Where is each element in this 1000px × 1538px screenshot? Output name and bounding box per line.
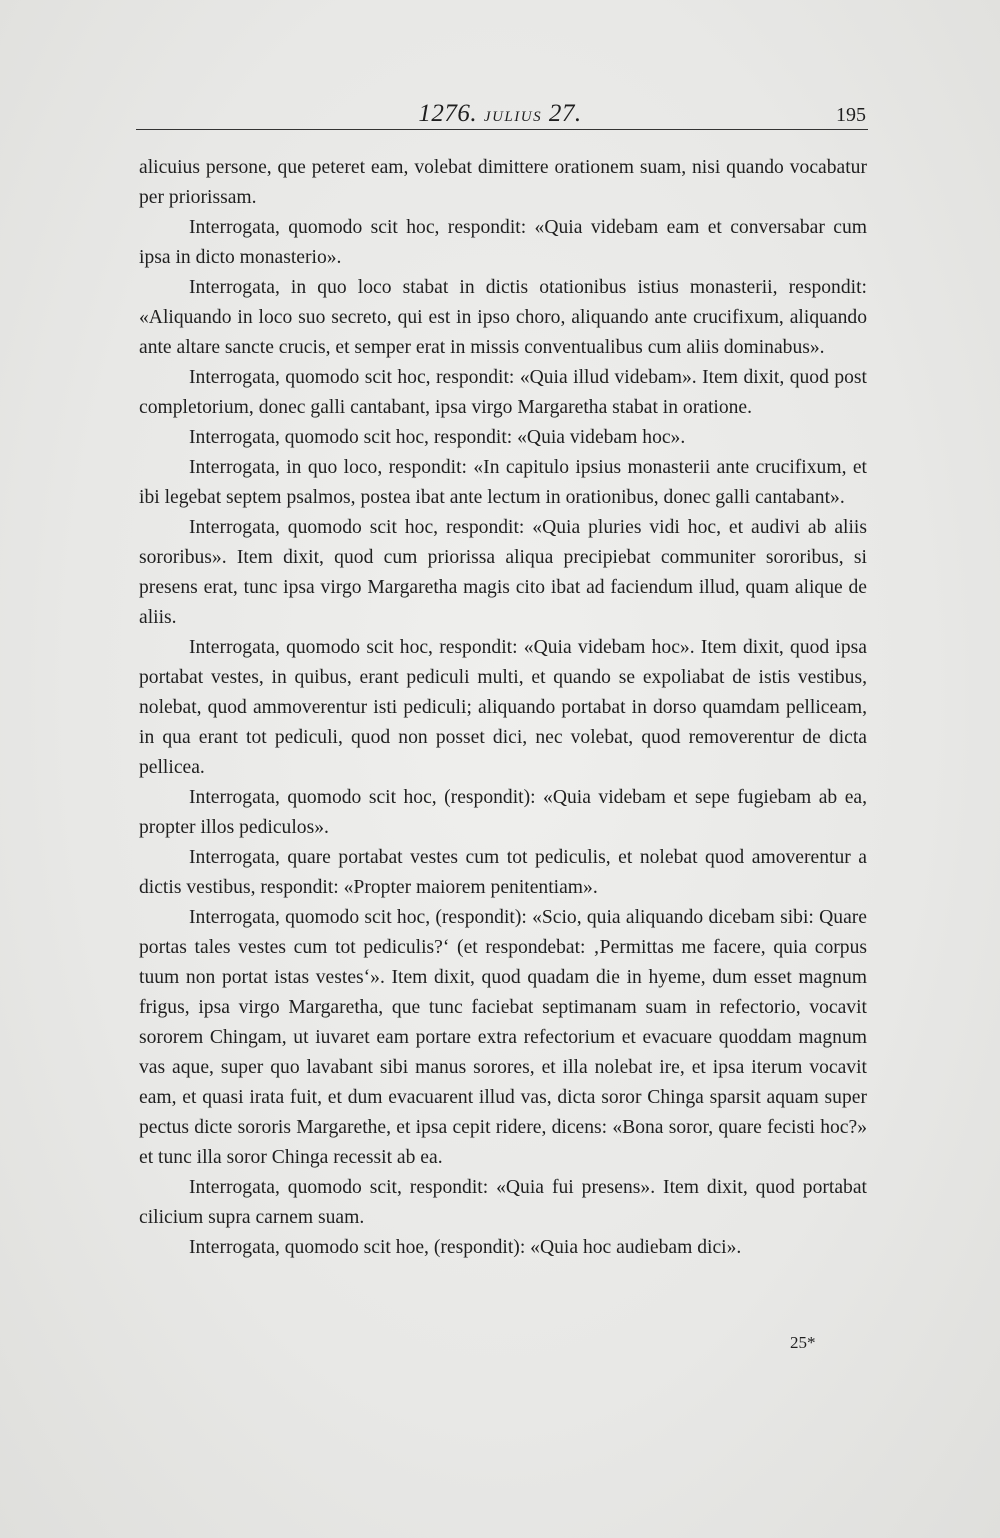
paragraph: Interrogata, quomodo scit hoc, respondit: «Quia videbam hoc». — [189, 427, 686, 448]
running-head — [136, 100, 864, 132]
paragraph: Interrogata, quomodo scit, respondit: «Quia fui presens». Item dixit, quod portabat cilicium supra carnem suam. — [139, 1177, 867, 1228]
header-day: 27. — [548, 100, 582, 127]
paragraph: Interrogata, quomodo scit hoc, respondit: «Quia illud videbam». Item dixit, quod post completorium, donec galli cantabant, ipsa virgo Margaretha stabat in oratione. — [139, 367, 867, 418]
paragraph: Interrogata, in quo loco, respondit: «In capitulo ipsius monasterii ante crucifixum, et ibi legebat septem psalmos, postea ibat ante lectum in orationibus, donec galli cantabant». — [139, 457, 867, 508]
paragraph: alicuius persone, que peteret eam, volebat dimittere orationem suam, nisi quando vocabatur per priorissam. — [139, 157, 867, 208]
page-number: 195 — [836, 104, 866, 126]
paragraph: Interrogata, quomodo scit hoe, (respondit): «Quia hoc audiebam dici». — [189, 1237, 742, 1258]
paragraph: Interrogata, quomodo scit hoc, (respondit): «Quia videbam et sepe fugiebam ab ea, propter illos pediculos». — [139, 787, 867, 838]
paragraph: Interrogata, quomodo scit hoc, respondit: «Quia videbam hoc». Item dixit, quod ipsa portabat vestes, in quibus, erant pediculi multi, et quando se expoliabat de istis vestibus, nolebat, quod ammoverentur isti pediculi; aliquando portabat in dorso quamdam pelliceam, in qua erant tot pediculi, quod non posset dici, nec volebat, quod removerentur de dicta pellicea. — [139, 637, 867, 778]
header-year: 1276. — [418, 100, 478, 127]
paragraph: Interrogata, quomodo scit hoc, (respondit): «Scio, quia aliquando dicebam sibi: Quare portas tales vestes cum tot pediculis?‘ (et respondebat: ‚Permittas me facere, quia corpus tuum non portat istas vestes‘». Item dixit, quod quadam die in hyeme, dum esset magnum frigus, ipsa virgo Margaretha, que tunc faciebat septimanam suam in refectorio, vocavit sororem Chingam, ut iuvaret eam portare extra refectorium et evacuare quoddam magnum vas aque, super quo lavabant sibi manus sorores, et illa nolebat ire, et ipsa iterum vocavit eam, et quasi irata fuit, et dum evacuarent illud vas, dicta soror Chinga sparsit aquam super pectus dicte sororis Margarethe, et ipsa cepit ridere, dicens: «Bona soror, quare fecisti hoc?» et tunc illa soror Chinga recessit ab ea. — [139, 907, 867, 1168]
paragraph: Interrogata, quare portabat vestes cum tot pediculis, et nolebat quod amoverentur a dictis vestibus, respondit: «Propter maiorem penitentiam». — [139, 847, 867, 898]
running-head-date — [136, 100, 864, 128]
paragraph: Interrogata, in quo loco stabat in dictis otationibus istius monasterii, respondit: «Aliquando in loco suo secreto, qui est in ipso choro, aliquando ante crucifixum, aliquando ante altare sancte crucis, et semper erat in missis conventualibus cum aliis dominabus». — [139, 277, 867, 358]
header-month: JULIUS — [483, 109, 543, 125]
signature-mark: 25* — [790, 1333, 816, 1352]
body-text — [139, 153, 867, 1263]
paragraph: Interrogata, quomodo scit hoc, respondit: «Quia videbam eam et conversabar cum ipsa in dicto monasterio». — [139, 217, 867, 268]
header-rule — [136, 129, 868, 130]
paragraph: Interrogata, quomodo scit hoc, respondit: «Quia pluries vidi hoc, et audivi ab aliis sororibus». Item dixit, quod cum priorissa aliqua precipiebat communiter sororibus, si presens erat, tunc ipsa virgo Margaretha magis cito ibat ad faciendum illud, quam alique de aliis. — [139, 517, 867, 628]
